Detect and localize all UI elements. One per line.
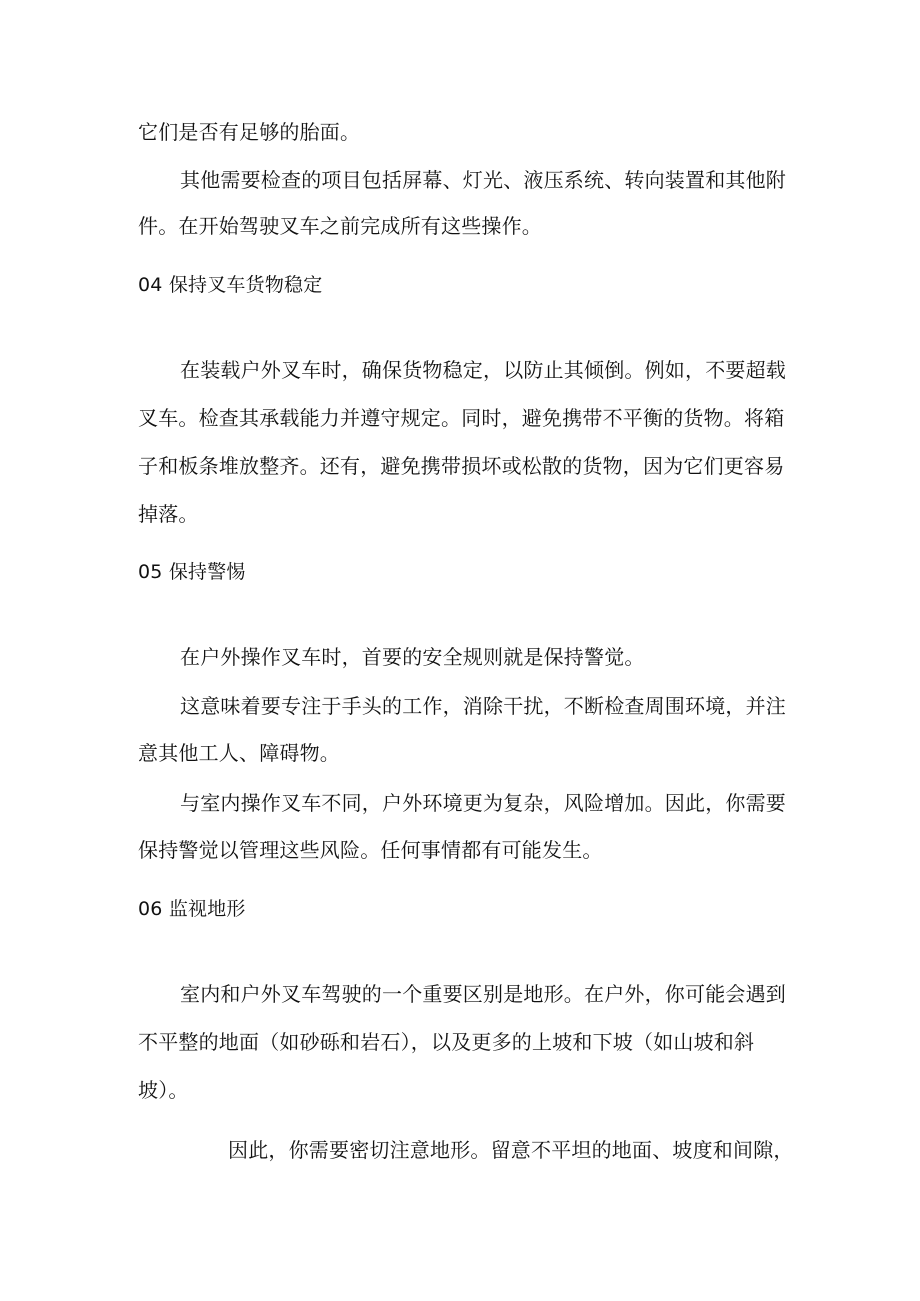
paragraph-line: 它们是否有足够的胎面。 <box>138 120 361 144</box>
paragraph-line: 坡）。 <box>138 1078 189 1102</box>
paragraph-line: 在户外操作叉车时，首要的安全规则就是保持警觉。 <box>180 645 645 669</box>
paragraph-line: 与室内操作叉车不同，户外环境更为复杂，风险增加。因此，你需要 <box>180 791 786 815</box>
section-heading-05: 05 保持警惕 <box>138 561 246 583</box>
paragraph-line: 不平整的地面（如砂砾和岩石），以及更多的上坡和下坡（如山坡和斜 <box>138 1030 755 1054</box>
paragraph-line: 掉落。 <box>138 502 199 526</box>
paragraph-line: 其他需要检查的项目包括屏幕、灯光、液压系统、转向装置和其他附 <box>180 168 786 192</box>
section-heading-04: 04 保持叉车货物稳定 <box>138 274 323 296</box>
paragraph-line: 意其他工人、障碍物。 <box>138 741 340 765</box>
paragraph-line: 件。在开始驾驶叉车之前完成所有这些操作。 <box>138 214 542 238</box>
paragraph-line: 子和板条堆放整齐。还有，避免携带损坏或松散的货物，因为它们更容易 <box>138 454 785 478</box>
paragraph-line: 叉车。检查其承载能力并遵守规定。同时，避免携带不平衡的货物。将箱 <box>138 406 785 430</box>
section-heading-06: 06 监视地形 <box>138 898 246 920</box>
paragraph-line: 在装载户外叉车时，确保货物稳定，以防止其倾倒。例如，不要超载 <box>180 358 786 382</box>
paragraph-line: 保持警觉以管理这些风险。任何事情都有可能发生。 <box>138 838 603 862</box>
paragraph-line: 这意味着要专注于手头的工作，消除干扰，不断检查周围环境，并注 <box>180 694 786 718</box>
paragraph-line: 室内和户外叉车驾驶的一个重要区别是地形。在户外，你可能会遇到 <box>180 982 786 1006</box>
paragraph-line: 因此，你需要密切注意地形。留意不平坦的地面、坡度和间隙， <box>228 1138 794 1162</box>
